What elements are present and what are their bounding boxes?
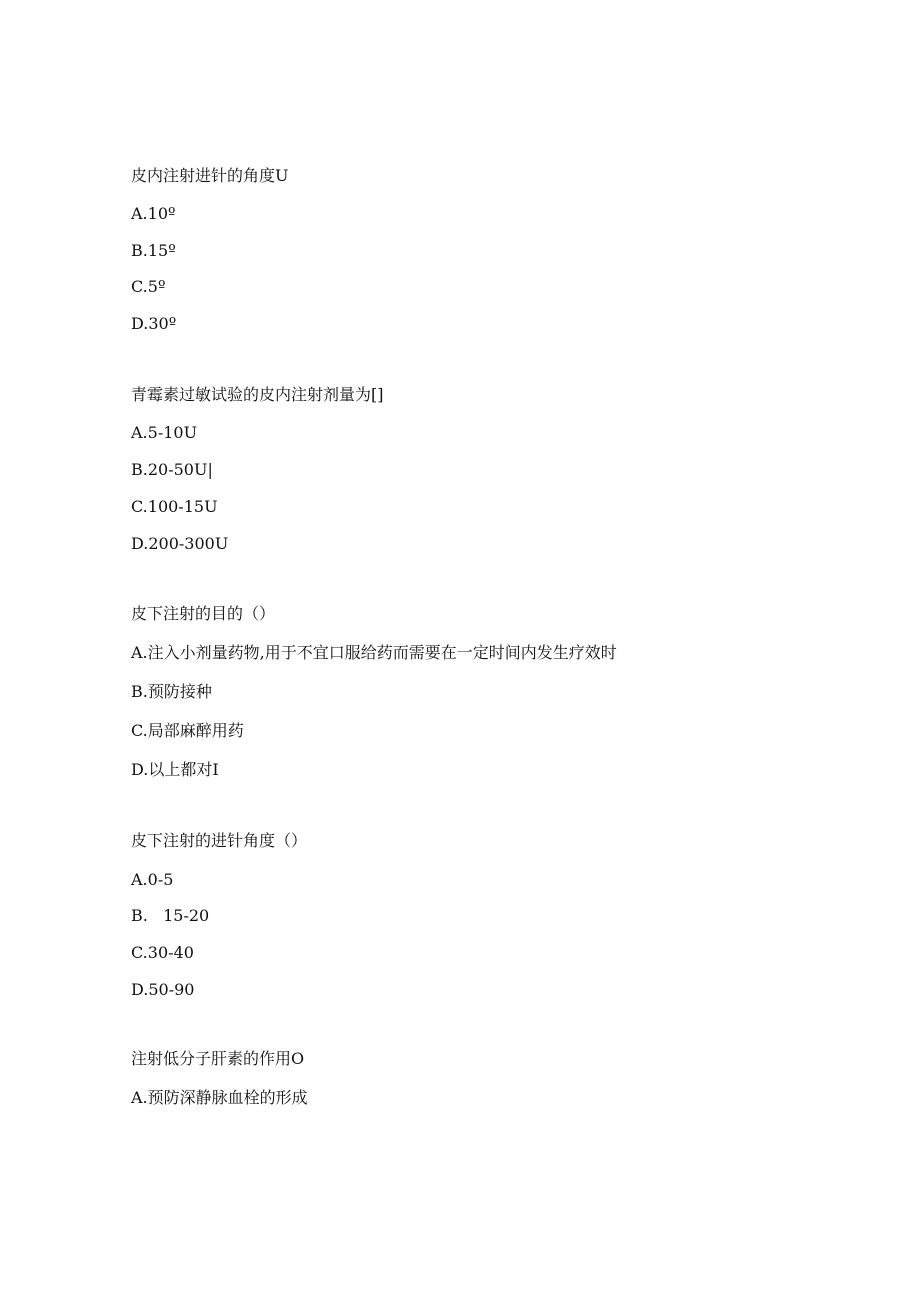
question-3-option-b: B.预防接种: [131, 682, 212, 701]
question-1-option-a: A.10º: [131, 204, 176, 223]
question-4-option-c: C.30-40: [131, 943, 194, 962]
question-1-option-c: C.5º: [131, 277, 166, 296]
question-2-option-c: C.100-15U: [131, 497, 218, 516]
question-4-stem: 皮下注射的进针角度（）: [131, 831, 308, 850]
question-1-stem: 皮内注射进针的角度U: [131, 166, 289, 185]
question-4-option-d: D.50-90: [131, 980, 195, 999]
question-4-option-b: B. 15-20: [131, 906, 210, 925]
question-3-stem: 皮下注射的目的（）: [131, 604, 276, 623]
question-2-option-d: D.200-300U: [131, 534, 229, 553]
question-1-option-d: D.30º: [131, 314, 177, 333]
question-2-option-a: A.5-10U: [131, 423, 198, 442]
question-1-option-b: B.15º: [131, 241, 176, 260]
question-5-option-a: A.预防深静脉血栓的形成: [131, 1088, 308, 1107]
question-4-option-a: A.0-5: [131, 870, 174, 889]
question-2-stem: 青霉素过敏试验的皮内注射剂量为[]: [131, 385, 384, 404]
question-3-option-c: C.局部麻醉用药: [131, 721, 244, 740]
question-3-option-d: D.以上都对I: [131, 760, 219, 779]
question-2-option-b: B.20-50U|: [131, 460, 213, 479]
question-3-option-a: A.注入小剂量药物,用于不宜口服给药而需要在一定时间内发生疗效时: [131, 643, 617, 662]
question-5-stem: 注射低分子肝素的作用O: [131, 1049, 305, 1068]
